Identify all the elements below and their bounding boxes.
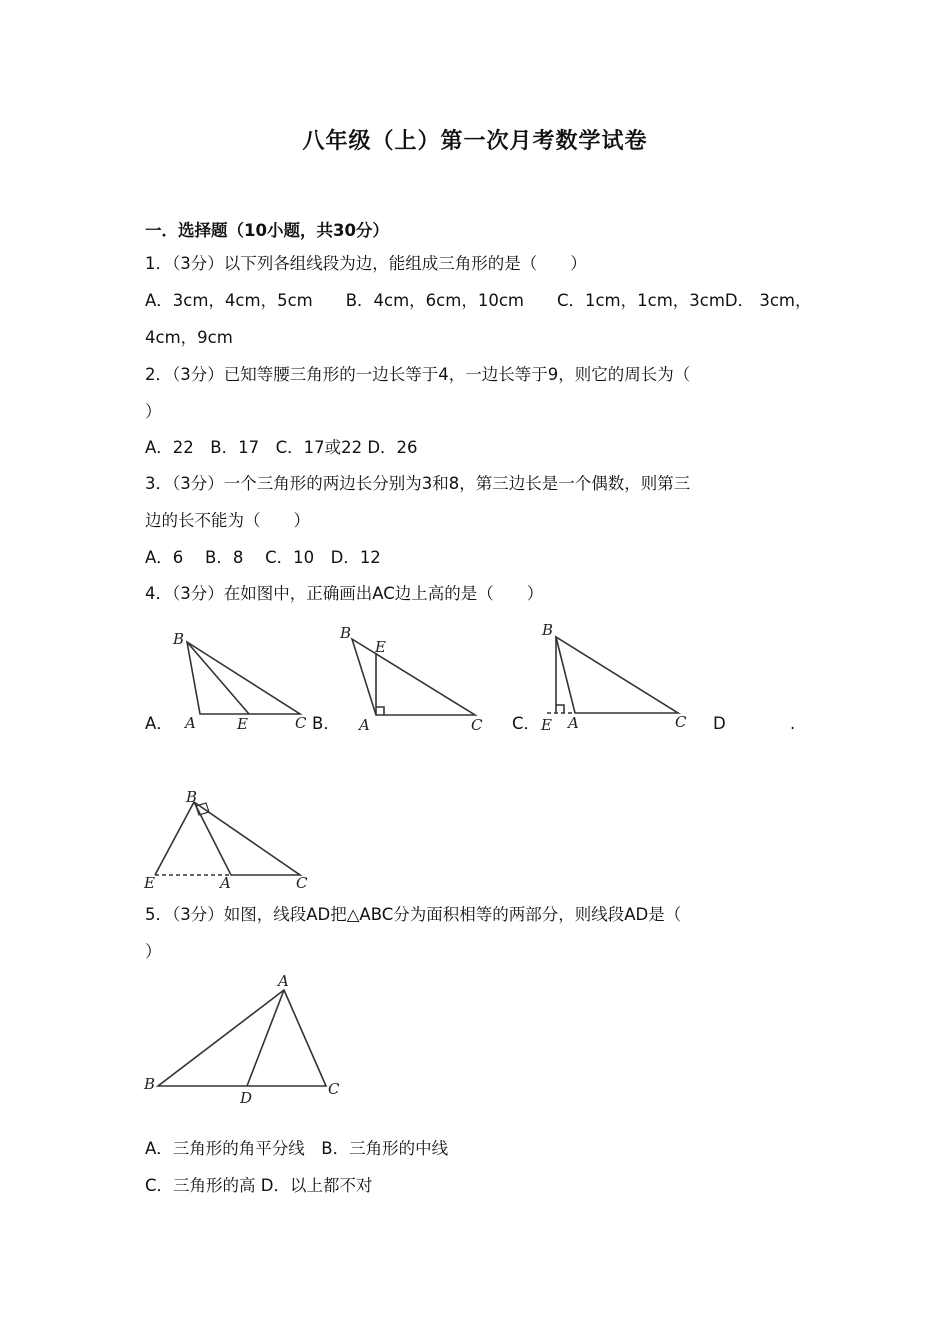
question-5-options: A．三角形的角平分线 B．三角形的中线 xyxy=(145,1139,449,1158)
question-4-option-b: B． xyxy=(312,714,340,733)
label-b: B xyxy=(144,1075,156,1093)
question-1-stem: 1．（3分）以下列各组线段为边，能组成三角形的是（ ） xyxy=(145,254,587,273)
question-2-stem-cont: ） xyxy=(145,402,162,421)
question-5-options-cont: C．三角形的高 D．以上都不对 xyxy=(145,1176,373,1195)
question-4-trailing-dot: . xyxy=(790,714,796,733)
figure-4b xyxy=(335,620,495,737)
question-5-stem-cont: ） xyxy=(145,942,162,961)
label-b: B xyxy=(186,788,198,806)
label-c: C xyxy=(675,713,687,731)
label-e: E xyxy=(375,638,386,656)
label-c: C xyxy=(328,1080,340,1098)
question-2-options: A．22 B．17 C．17或22 D．26 xyxy=(145,438,418,457)
label-b: B xyxy=(340,624,352,642)
segment-be xyxy=(187,642,249,714)
question-1-options: A．3cm，4cm，5cm B．4cm，6cm，10cm C．1cm，1cm，3cmD． 3cm， xyxy=(145,291,812,310)
question-3-options: A．6 B．8 C．10 D．12 xyxy=(145,548,381,567)
question-4-option-c: C． xyxy=(512,714,541,733)
label-a: A xyxy=(568,714,579,732)
right-angle-mark xyxy=(376,707,384,715)
question-3-stem: 3．（3分）一个三角形的两边长分别为3和8，第三边长是一个偶数，则第三 xyxy=(145,474,691,493)
label-a: A xyxy=(278,972,289,990)
page-title: 八年级（上）第一次月考数学试卷 xyxy=(302,129,648,154)
question-4-stem: 4．（3分）在如图中，正确画出AC边上高的是（ ） xyxy=(145,584,544,603)
figure-4d xyxy=(140,785,320,895)
triangle-abc xyxy=(352,639,475,715)
triangle-abc xyxy=(556,637,678,713)
segment-be xyxy=(155,802,194,875)
label-b: B xyxy=(542,621,554,639)
figure-5 xyxy=(140,970,350,1110)
label-d: D xyxy=(240,1089,253,1107)
question-3-stem-cont: 边的长不能为（ ） xyxy=(145,511,310,530)
label-a: A xyxy=(220,874,231,892)
label-a: A xyxy=(185,714,196,732)
label-e: E xyxy=(541,716,552,734)
triangle-abc xyxy=(187,642,300,714)
figure-4a xyxy=(165,625,315,737)
right-angle-mark xyxy=(556,705,564,713)
label-c: C xyxy=(295,714,307,732)
question-4-option-a: A． xyxy=(145,714,173,733)
label-c: C xyxy=(296,874,308,892)
label-e: E xyxy=(237,715,248,733)
section-heading: 一．选择题（10小题，共30分） xyxy=(145,221,389,240)
triangle-abc xyxy=(158,990,326,1086)
label-e: E xyxy=(144,874,155,892)
question-5-stem: 5．（3分）如图，线段AD把△ABC分为面积相等的两部分，则线段AD是（ xyxy=(145,905,682,924)
figure-4c xyxy=(535,620,695,737)
label-c: C xyxy=(471,716,483,734)
label-a: A xyxy=(359,716,370,734)
question-2-stem: 2．（3分）已知等腰三角形的一边长等于4，一边长等于9，则它的周长为（ xyxy=(145,365,691,384)
label-b: B xyxy=(173,630,185,648)
triangle-abc xyxy=(194,802,300,875)
question-4-option-d: D xyxy=(713,714,726,733)
question-1-options-cont: 4cm，9cm xyxy=(145,328,233,347)
